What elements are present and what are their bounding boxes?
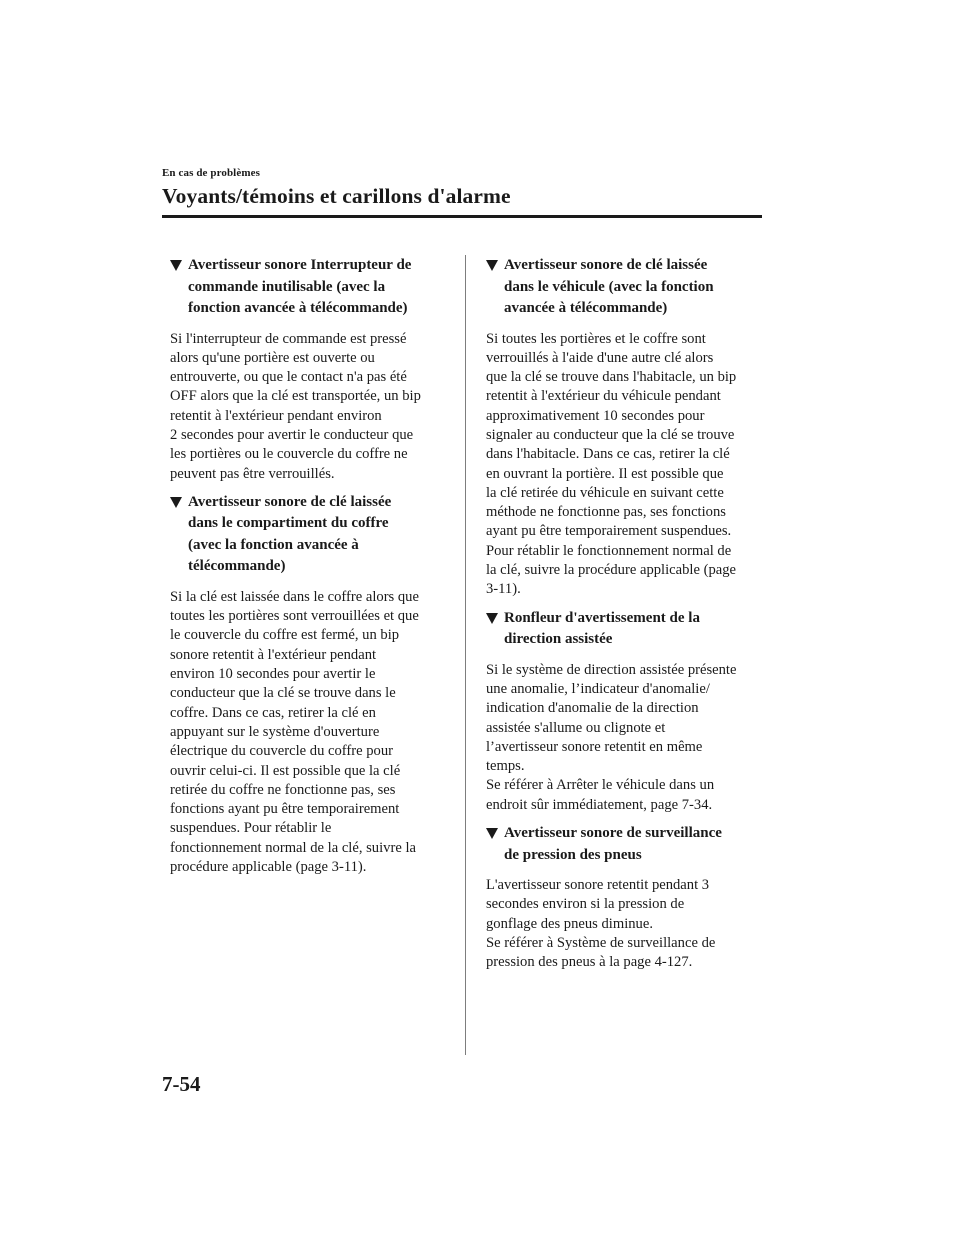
column-divider bbox=[465, 255, 466, 1055]
section-body: L'avertisseur sonore retentit pendant 3 secondes environ si la pression de gonflage des pneus diminue. Se référer à Système de surveillance de pression des pneus à la page 4-127. bbox=[486, 877, 716, 971]
page-title: Voyants/témoins et carillons d'alarme bbox=[162, 184, 511, 208]
triangle-bullet-icon bbox=[486, 828, 498, 839]
section-cle-coffre bbox=[170, 492, 452, 877]
section-direction-assistee bbox=[486, 608, 764, 815]
chapter-label: En cas de problèmes bbox=[162, 167, 260, 179]
section-title: Avertisseur sonore de clé laissée dans le véhicule (avec la fonction avancée à télécommande) bbox=[504, 257, 714, 316]
section-pression-pneus bbox=[486, 823, 764, 972]
section-body: Si l'interrupteur de commande est pressé alors qu'une portière est ouverte ou entrouverte, ou que le contact n'a pas été OFF alors que la clé est transportée, un bip retentit à l'extérieur pendant environ 2 secondes pour avertir le conducteur que les portières ou le couvercle du coffre ne peuvent pas être verrouillés. bbox=[170, 330, 421, 482]
section-cle-vehicule bbox=[486, 255, 764, 600]
right-column bbox=[486, 255, 764, 981]
triangle-bullet-icon bbox=[170, 260, 182, 271]
section-heading bbox=[170, 255, 452, 320]
section-heading bbox=[486, 255, 764, 320]
section-title: Ronfleur d'avertissement de la direction assistée bbox=[504, 609, 700, 648]
triangle-bullet-icon bbox=[486, 260, 498, 271]
triangle-bullet-icon bbox=[170, 497, 182, 508]
left-column bbox=[170, 255, 452, 885]
page-number: 7-54 bbox=[162, 1072, 201, 1096]
section-title: Avertisseur sonore de surveillance de pression des pneus bbox=[504, 825, 722, 863]
section-heading bbox=[170, 492, 452, 578]
section-body: Si toutes les portières et le coffre sont verrouillés à l'aide d'une autre clé alors que la clé se trouve dans l'habitacle, un bip retentit à l'extérieur du véhicule pendant approximativement 10 secondes pour signaler au conducteur que la clé se trouve dans l'habitacle. Dans ce cas, retirer la clé en ouvrant la portière. Il est possible que la clé retirée du véhicule en suivant cette méthode ne fonctionne pas, ses fonctions ayant pu être temporairement suspendues. Pour rétablir le fonctionnement normal de la clé, suivre la procédure applicable (page 3-11). bbox=[486, 330, 737, 598]
section-heading bbox=[486, 823, 764, 866]
section-heading bbox=[486, 608, 764, 651]
section-interrupteur-inutilisable bbox=[170, 255, 452, 484]
section-title: Avertisseur sonore Interrupteur de commande inutilisable (avec la fonction avancée à télécommande) bbox=[188, 257, 412, 316]
section-title: Avertisseur sonore de clé laissée dans le compartiment du coffre (avec la fonction avancée à télécommande) bbox=[188, 493, 392, 575]
section-body: Si la clé est laissée dans le coffre alors que toutes les portières sont verrouillées et que le couvercle du coffre est fermé, un bip sonore retentit à l'extérieur pendant environ 10 secondes pour avertir le conducteur que la clé se trouve dans le coffre. Dans ce cas, retirer la clé en appuyant sur le système d'ouverture électrique du couvercle du coffre pour ouvrir celui-ci. Il est possible que la clé retirée du coffre ne fonctionne pas, ses fonctions ayant pu être temporairement suspendues. Pour rétablir le fonctionnement normal de la clé, suivre la procédure applicable (page 3-11). bbox=[170, 588, 419, 876]
header-rule bbox=[162, 215, 762, 218]
triangle-bullet-icon bbox=[486, 613, 498, 624]
section-body: Si le système de direction assistée présente une anomalie, l’indicateur d'anomalie/ indication d'anomalie de la direction assistée s'allume ou clignote et l’avertisseur sonore retentit en même temps. Se référer à Arrêter le véhicule dans un endroit sûr immédiatement, page 7-34. bbox=[486, 661, 737, 813]
